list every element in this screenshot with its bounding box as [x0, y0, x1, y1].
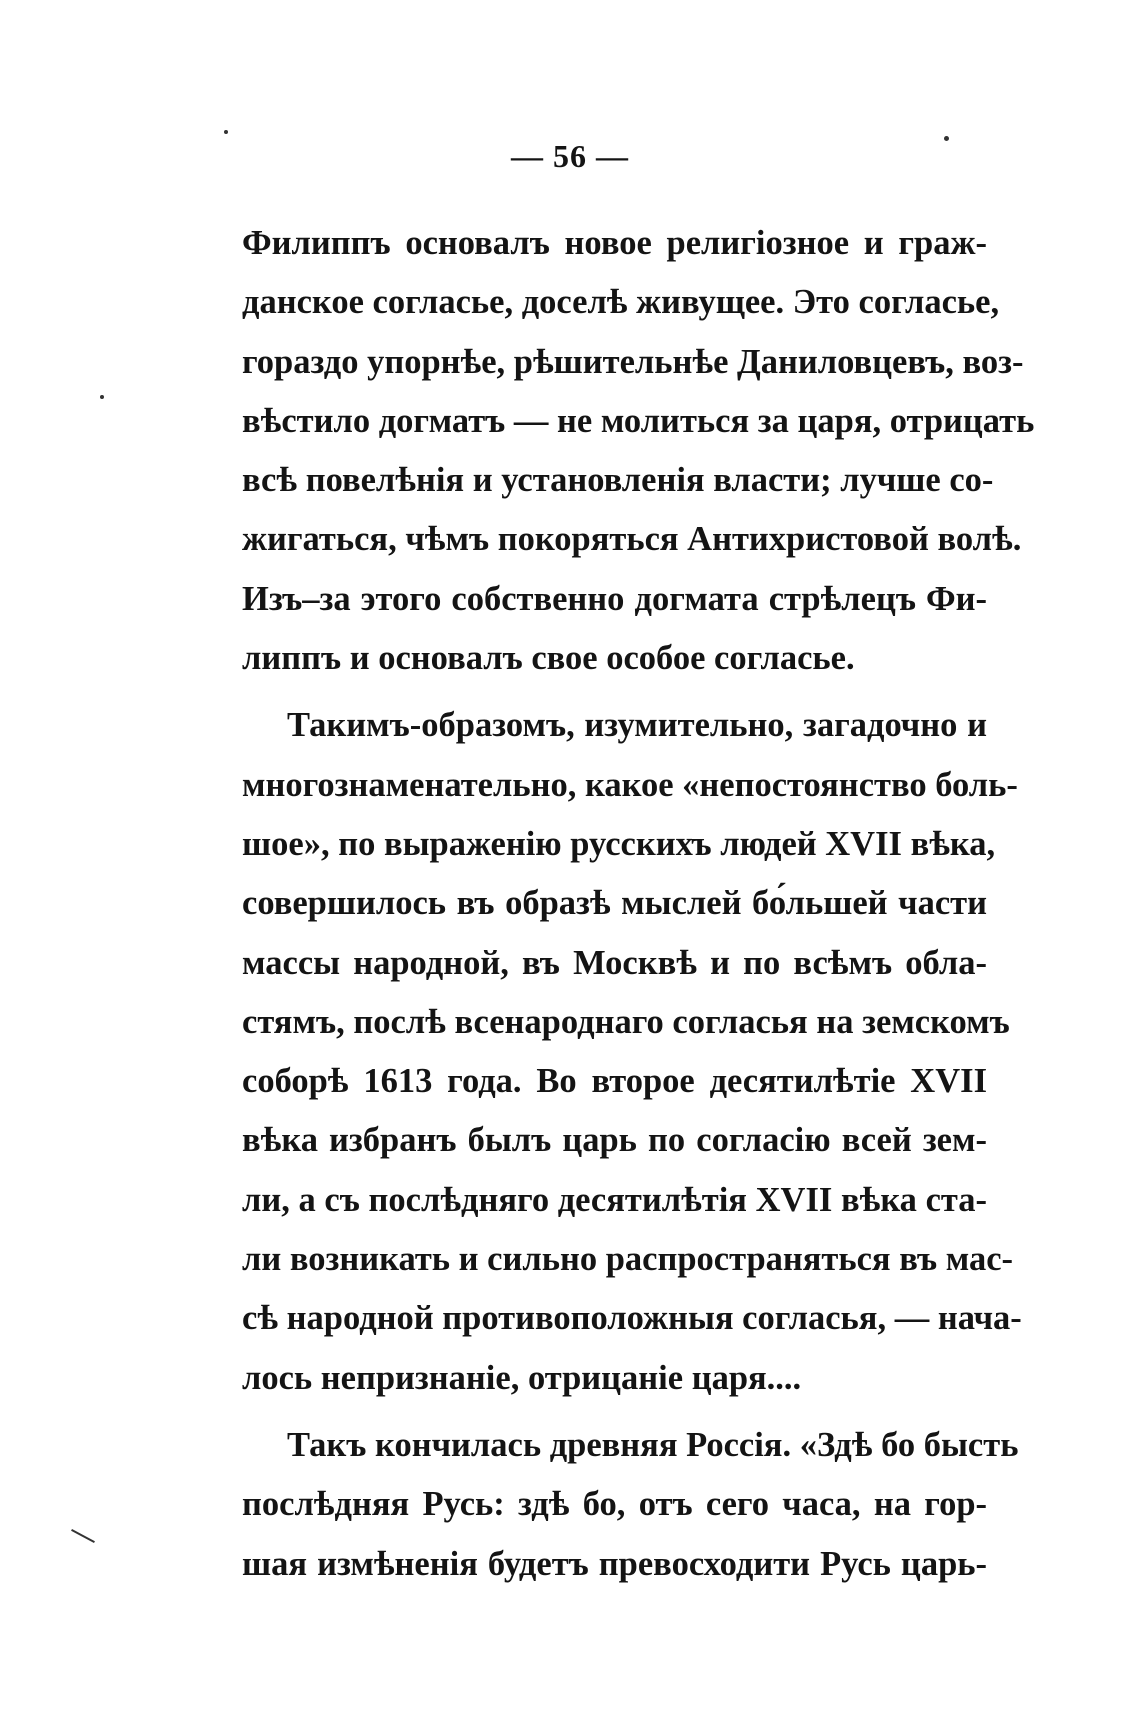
text-line: липпъ и основалъ свое особое согласье.: [242, 639, 855, 678]
paragraph-1: [242, 214, 1035, 688]
margin-pencil-mark: [71, 1529, 95, 1543]
page-number: — 56 —: [511, 138, 629, 174]
body-text: [242, 214, 1035, 1594]
text-line: жигаться, чѣмъ покоряться Антихристовой волѣ.: [242, 520, 1022, 559]
text-line: сѣ народной противоположныя согласья, — нача-: [242, 1299, 1022, 1338]
text-line: Такъ кончилась древняя Россія. «Здѣ бо бысть: [287, 1425, 1019, 1464]
text-line: данское согласье, доселѣ живущее. Это согласье,: [242, 283, 1000, 322]
text-line: гораздо упорнѣе, рѣшительнѣе Даниловцевъ, воз-: [242, 342, 1024, 381]
text-line: совершилось въ образѣ мыслей бо́льшей части: [242, 884, 987, 923]
text-line: массы народной, въ Москвѣ и по всѣмъ обла-: [242, 943, 987, 982]
text-line: Такимъ-образомъ, изумительно, загадочно и: [287, 706, 987, 745]
print-speck: [944, 136, 949, 141]
paragraph-2: [242, 696, 1022, 1408]
paragraph-gap: [242, 1408, 987, 1416]
text-line: вѣстило догматъ — не молиться за царя, отрицать: [242, 401, 1035, 440]
paragraph-3: [242, 1416, 1019, 1594]
text-line: послѣдняя Русь: здѣ бо, отъ сего часа, на гор-: [242, 1485, 987, 1524]
text-line: ли, а съ послѣдняго десятилѣтія XVII вѣка ста-: [242, 1180, 987, 1219]
text-line: Изъ–за этого собственно догмата стрѣлецъ Фи-: [242, 579, 987, 618]
print-speck: [224, 130, 228, 134]
text-line: ли возникать и сильно распространяться въ мас-: [242, 1240, 1014, 1279]
text-line: многознаменательно, какое «непостоянство боль-: [242, 765, 1018, 804]
paragraph-gap: [242, 688, 987, 696]
text-line: всѣ повелѣнія и установленія власти; лучше со-: [242, 461, 994, 500]
text-line: шое», по выраженію русскихъ людей XVII вѣка,: [242, 824, 996, 863]
text-line: соборѣ 1613 года. Во второе десятилѣтіе XVII: [242, 1062, 987, 1101]
print-speck: [100, 395, 104, 399]
text-line: лось непризнаніе, отрицаніе царя....: [242, 1358, 802, 1397]
text-line: стямъ, послѣ всенароднаго согласья на земскомъ: [242, 1002, 1010, 1041]
text-line: Филиппъ основалъ новое религіозное и граж-: [242, 224, 987, 262]
text-line: вѣка избранъ былъ царь по согласію всей зем-: [242, 1121, 987, 1160]
text-line: шая измѣненія будетъ превосходити Русь царь-: [242, 1544, 987, 1583]
